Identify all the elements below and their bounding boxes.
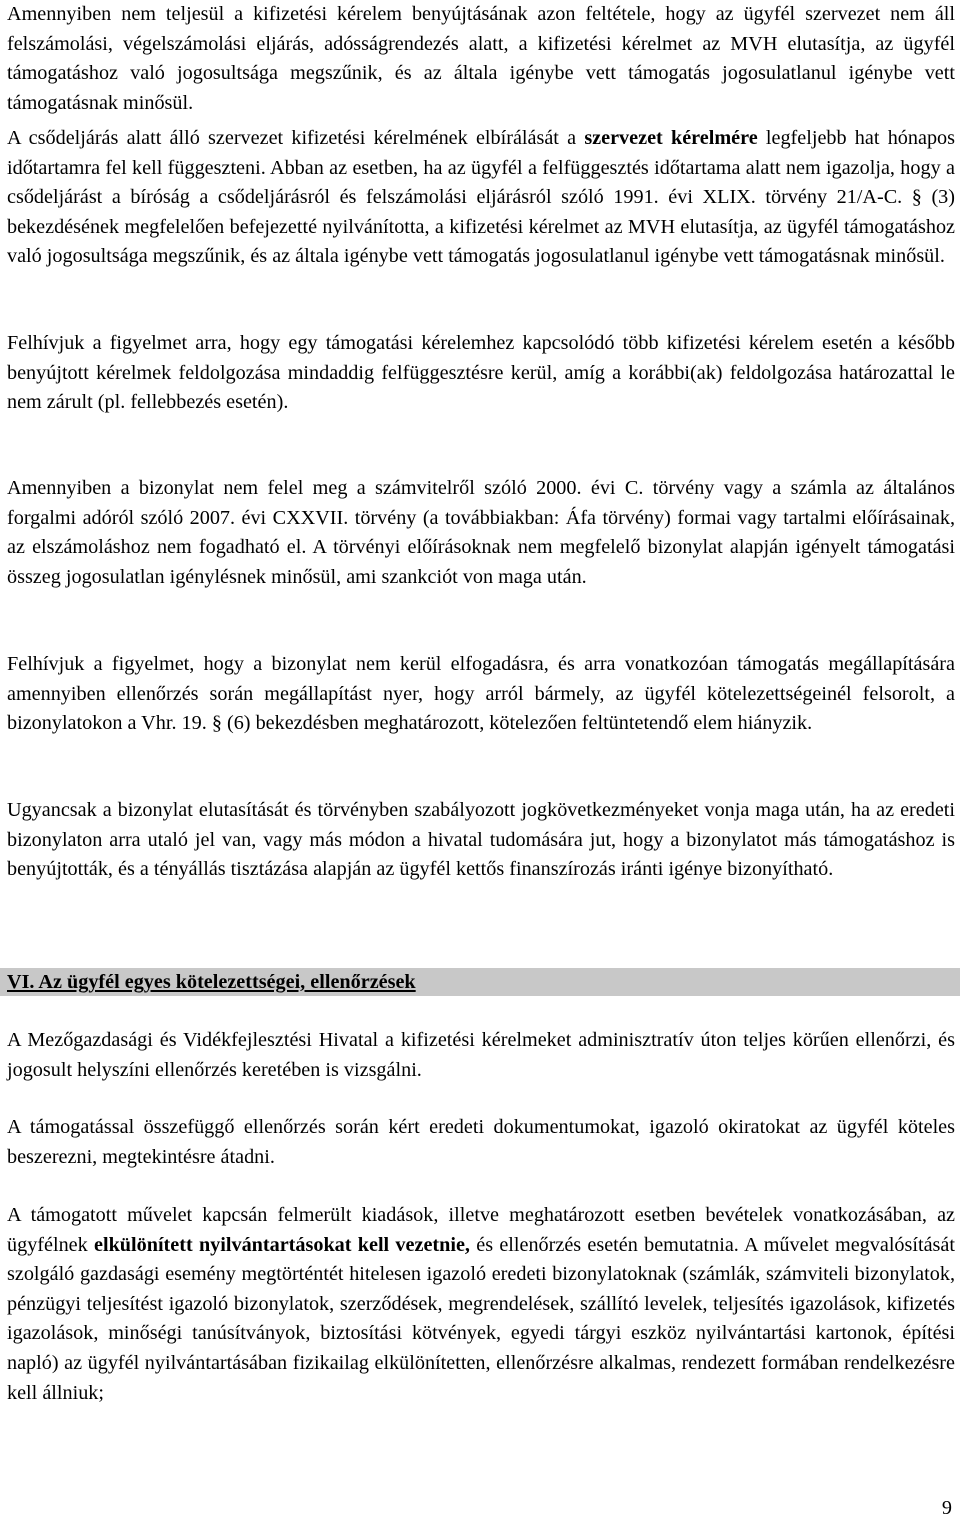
paragraph-invoice-rejection: Felhívjuk a figyelmet, hogy a bizonylat nem kerül elfogadásra, és arra vonatkozóan támogatás megállapítására amennyiben ellenőrzés során megállapítást nyer, hogy arról bármely, az ügyfél kötelezettségeinél felsorolt, a bizonylatokon a Vhr. 19. § (6) bekezdésben meghatározott, kötelezően feltüntetendő elem hiányzik. — [7, 653, 955, 735]
paragraph-insolvency: Amennyiben nem teljesül a kifizetési kérelem benyújtásának azon feltétele, hogy az ügyfél szervezet nem áll felszámolási, végelszámolási eljárás, adósságrendezés alatt, a kifizetési kérelmet az MVH elutasítja, az ügyfél támogatáshoz való jogosultsága megszűnik, és az általa igénybe vett támogatás jogosulatlanul igénybe vett támogatásnak minősül. — [7, 3, 955, 114]
paragraph-bankruptcy-bold: szervezet kérelmére — [584, 127, 758, 149]
section-heading-bar — [0, 968, 960, 996]
paragraph-bankruptcy-text-a: A csődeljárás alatt álló szervezet kifizetési kérelmének elbírálását a — [7, 127, 585, 149]
paragraph-mvh-check: A Mezőgazdasági és Vidékfejlesztési Hivatal a kifizetési kérelmeket adminisztratív úton teljes körűen ellenőrzi, és jogosult helyszíni ellenőrzés keretében is vizsgálni. — [7, 1029, 955, 1081]
paragraph-records-bold: elkülönített nyilvántartásokat kell vezetnie, — [94, 1233, 470, 1256]
paragraph-records-text-b: és ellenőrzés esetén bemutatnia. A művelet megvalósítását szolgáló gazdasági esemény megtörténtét hitelesen igazoló eredeti bizonylatoknak (számlák, számviteli bizonylatok, pénzügyi teljesítést igazoló bizonylatok, szerződések, megrendelések, szállító levelek, teljesítés igazolások, kifizetés igazolások, minőségi tanúsítványok, biztosítási kötvények, egyedi tárgyi eszköz nyilvántartási kartonok, építési napló) az ügyfél nyilvántartásában fizikailag elkülönítetten, ellenőrzésre alkalmas, rendezett formában rendelkezésre kell állniuk; — [7, 1233, 955, 1404]
page-number: 9 — [941, 1497, 952, 1519]
paragraph-documents: A támogatással összefüggő ellenőrzés során kért eredeti dokumentumokat, igazoló okiratokat az ügyfél köteles beszerezni, megtekintésre átadni. — [7, 1116, 955, 1168]
paragraph-bankruptcy — [7, 124, 955, 272]
paragraph-suspension-notice: Felhívjuk a figyelmet arra, hogy egy támogatási kérelemhez kapcsolódó több kifizetési kérelem esetén a később benyújtott kérelmek feldolgozása mindaddig felfüggesztésre kerül, amíg a korábbi(ak) feldolgozása határozattal le nem zárult (pl. fellebbezés esetén). — [7, 332, 955, 414]
paragraph-bankruptcy-text-b: legfeljebb hat hónapos időtartamra fel kell függeszteni. Abban az esetben, ha az ügyfél a felfüggesztés időtartama alatt nem igazolja, hogy a csődeljárást a bíróság a csődeljárásról és felszámolási eljárásról szóló 1991. évi XLIX. törvény 21/A-C. § (3) bekezdésének megfelelően befejezetté nyilvánította, a kifizetési kérelmet az MVH elutasítja, az ügyfél támogatáshoz való jogosultsága megszűnik, és az általa igénybe vett támogatás jogosulatlanul igénybe vett támogatásnak minősül. — [7, 127, 955, 268]
paragraph-invoice-requirements: Amennyiben a bizonylat nem felel meg a számvitelről szóló 2000. évi C. törvény vagy a számla az általános forgalmi adóról szóló 2007. évi CXXVII. törvény (a továbbiakban: Áfa törvény) formai vagy tartalmi előírásainak, az elszámoláshoz nem fogadható el. A törvényi előírásoknak nem megfelelő bizonylat alapján igényelt támogatási összeg jogosulatlan igénylésnek minősül, ami szankciót von maga után. — [7, 477, 955, 588]
section-heading: VI. Az ügyfél egyes kötelezettségei, ellenőrzések — [7, 971, 416, 993]
paragraph-records-text-a: A támogatott művelet kapcsán felmerült kiadások, illetve meghatározott esetben bevételek vonatkozásában, az ügyfélnek — [7, 1204, 955, 1256]
paragraph-records — [7, 1201, 955, 1408]
paragraph-double-financing: Ugyancsak a bizonylat elutasítását és törvényben szabályozott jogkövetkezményeket vonja maga után, ha az eredeti bizonylaton arra utaló jel van, vagy más módon a hivatal tudomására jut, hogy a bizonylatot más támogatáshoz is benyújtották, és a tényállás tisztázása alapján az ügyfél kettős finanszírozás iránti igénye bizonyítható. — [7, 799, 955, 881]
